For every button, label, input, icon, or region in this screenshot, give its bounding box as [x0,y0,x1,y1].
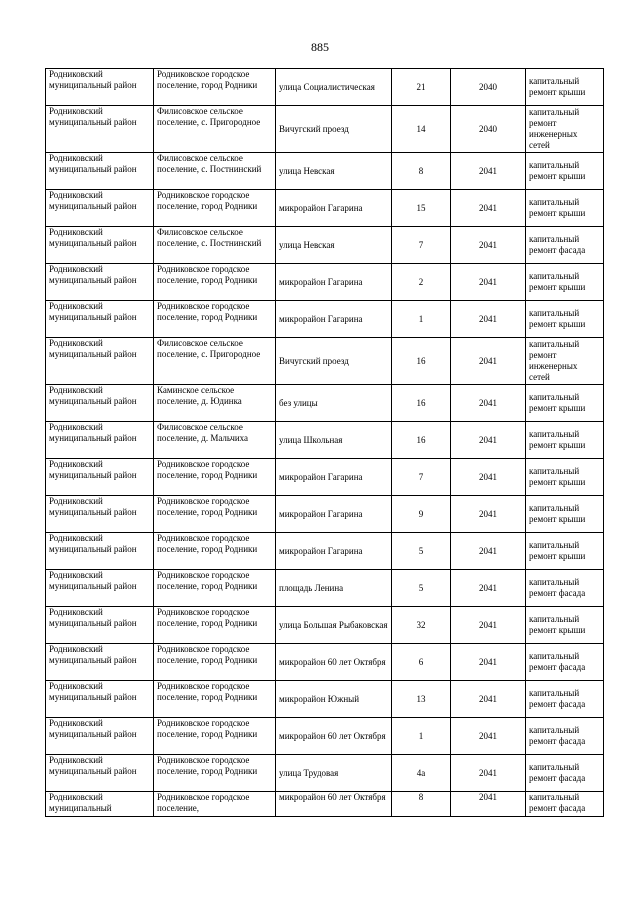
street-cell: улица Невская [276,227,392,264]
settlement-cell: Родниковское городское поселение, город Родники [154,755,276,792]
year-cell: 2041 [451,227,526,264]
district-cell: Родниковский муниципальный район [46,301,154,338]
work-type-cell: капитальный ремонт фасада [526,718,604,755]
district-cell: Родниковский муниципальный район [46,718,154,755]
house-number-cell: 8 [392,153,451,190]
table-row [46,570,604,607]
street-cell: микрорайон 60 лет Октября [276,792,392,817]
settlement-cell: Родниковское городское поселение, город Родники [154,264,276,301]
table-row [46,153,604,190]
year-cell: 2041 [451,533,526,570]
house-number-cell: 1 [392,718,451,755]
table-row [46,607,604,644]
district-cell: Родниковский муниципальный район [46,227,154,264]
work-type-cell: капитальный ремонт фасада [526,570,604,607]
settlement-cell: Филисовское сельское поселение, с. Постнинский [154,153,276,190]
table-row [46,301,604,338]
repair-schedule-table [45,68,604,817]
year-cell: 2041 [451,153,526,190]
table-row [46,644,604,681]
district-cell: Родниковский муниципальный район [46,385,154,422]
street-cell: улица Социалистическая [276,69,392,106]
street-cell: микрорайон Гагарина [276,459,392,496]
street-cell: без улицы [276,385,392,422]
house-number-cell: 15 [392,190,451,227]
year-cell: 2041 [451,190,526,227]
work-type-cell: капитальный ремонт крыши [526,301,604,338]
year-cell: 2041 [451,718,526,755]
table-row [46,792,604,817]
district-cell: Родниковский муниципальный район [46,681,154,718]
district-cell: Родниковский муниципальный [46,792,154,817]
house-number-cell: 4а [392,755,451,792]
district-cell: Родниковский муниципальный район [46,422,154,459]
street-cell: улица Невская [276,153,392,190]
work-type-cell: капитальный ремонт фасада [526,681,604,718]
work-type-cell: капитальный ремонт крыши [526,607,604,644]
page-number: 885 [311,40,329,54]
table-row [46,338,604,385]
street-cell: микрорайон 60 лет Октября [276,718,392,755]
house-number-cell: 16 [392,385,451,422]
year-cell: 2041 [451,496,526,533]
house-number-cell: 2 [392,264,451,301]
house-number-cell: 21 [392,69,451,106]
year-cell: 2041 [451,422,526,459]
street-cell: площадь Ленина [276,570,392,607]
district-cell: Родниковский муниципальный район [46,459,154,496]
street-cell: Вичугский проезд [276,338,392,385]
work-type-cell: капитальный ремонт крыши [526,153,604,190]
work-type-cell: капитальный ремонт крыши [526,496,604,533]
district-cell: Родниковский муниципальный район [46,570,154,607]
settlement-cell: Родниковское городское поселение, город Родники [154,533,276,570]
house-number-cell: 6 [392,644,451,681]
settlement-cell: Филисовское сельское поселение, д. Мальчиха [154,422,276,459]
settlement-cell: Родниковское городское поселение, город Родники [154,69,276,106]
work-type-cell: капитальный ремонт фасада [526,227,604,264]
work-type-cell: капитальный ремонт крыши [526,69,604,106]
house-number-cell: 8 [392,792,451,817]
work-type-cell: капитальный ремонт крыши [526,533,604,570]
street-cell: микрорайон Гагарина [276,190,392,227]
year-cell: 2041 [451,755,526,792]
settlement-cell: Родниковское городское поселение, город Родники [154,301,276,338]
year-cell: 2041 [451,607,526,644]
work-type-cell: капитальный ремонт фасада [526,755,604,792]
street-cell: микрорайон Гагарина [276,496,392,533]
table-row [46,422,604,459]
street-cell: улица Школьная [276,422,392,459]
year-cell: 2041 [451,792,526,817]
table-body [46,69,604,817]
year-cell: 2041 [451,264,526,301]
table-row [46,681,604,718]
house-number-cell: 32 [392,607,451,644]
district-cell: Родниковский муниципальный район [46,755,154,792]
street-cell: микрорайон 60 лет Октября [276,644,392,681]
table-row [46,385,604,422]
settlement-cell: Родниковское городское поселение, город Родники [154,681,276,718]
settlement-cell: Филисовское сельское поселение, с. Пригородное [154,338,276,385]
district-cell: Родниковский муниципальный район [46,106,154,153]
table-row [46,459,604,496]
table-row [46,755,604,792]
table-row [46,718,604,755]
table-row [46,190,604,227]
house-number-cell: 5 [392,570,451,607]
district-cell: Родниковский муниципальный район [46,644,154,681]
street-cell: Вичугский проезд [276,106,392,153]
work-type-cell: капитальный ремонт инженерных сетей [526,338,604,385]
table-row [46,533,604,570]
settlement-cell: Родниковское городское поселение, город Родники [154,570,276,607]
district-cell: Родниковский муниципальный район [46,338,154,385]
house-number-cell: 16 [392,422,451,459]
settlement-cell: Родниковское городское поселение, город Родники [154,496,276,533]
district-cell: Родниковский муниципальный район [46,69,154,106]
settlement-cell: Родниковское городское поселение, город Родники [154,607,276,644]
table-row [46,106,604,153]
settlement-cell: Каминское сельское поселение, д. Юдинка [154,385,276,422]
street-cell: микрорайон Южный [276,681,392,718]
house-number-cell: 14 [392,106,451,153]
work-type-cell: капитальный ремонт крыши [526,459,604,496]
settlement-cell: Родниковское городское поселение, [154,792,276,817]
house-number-cell: 5 [392,533,451,570]
settlement-cell: Филисовское сельское поселение, с. Постнинский [154,227,276,264]
street-cell: микрорайон Гагарина [276,264,392,301]
work-type-cell: капитальный ремонт инженерных сетей [526,106,604,153]
settlement-cell: Родниковское городское поселение, город Родники [154,459,276,496]
work-type-cell: капитальный ремонт фасада [526,644,604,681]
work-type-cell: капитальный ремонт крыши [526,422,604,459]
street-cell: улица Большая Рыбаковская [276,607,392,644]
table-row [46,227,604,264]
work-type-cell: капитальный ремонт крыши [526,385,604,422]
year-cell: 2041 [451,385,526,422]
settlement-cell: Филисовское сельское поселение, с. Пригородное [154,106,276,153]
street-cell: микрорайон Гагарина [276,533,392,570]
year-cell: 2041 [451,338,526,385]
table-row [46,264,604,301]
district-cell: Родниковский муниципальный район [46,264,154,301]
house-number-cell: 7 [392,459,451,496]
district-cell: Родниковский муниципальный район [46,533,154,570]
year-cell: 2040 [451,106,526,153]
year-cell: 2041 [451,301,526,338]
work-type-cell: капитальный ремонт крыши [526,190,604,227]
street-cell: улица Трудовая [276,755,392,792]
settlement-cell: Родниковское городское поселение, город Родники [154,718,276,755]
street-cell: микрорайон Гагарина [276,301,392,338]
settlement-cell: Родниковское городское поселение, город Родники [154,644,276,681]
year-cell: 2040 [451,69,526,106]
district-cell: Родниковский муниципальный район [46,190,154,227]
district-cell: Родниковский муниципальный район [46,496,154,533]
district-cell: Родниковский муниципальный район [46,607,154,644]
house-number-cell: 1 [392,301,451,338]
year-cell: 2041 [451,681,526,718]
year-cell: 2041 [451,570,526,607]
table-row [46,496,604,533]
work-type-cell: капитальный ремонт крыши [526,264,604,301]
year-cell: 2041 [451,459,526,496]
house-number-cell: 16 [392,338,451,385]
district-cell: Родниковский муниципальный район [46,153,154,190]
house-number-cell: 7 [392,227,451,264]
table-row [46,69,604,106]
house-number-cell: 13 [392,681,451,718]
year-cell: 2041 [451,644,526,681]
work-type-cell: капитальный ремонт фасада [526,792,604,817]
house-number-cell: 9 [392,496,451,533]
settlement-cell: Родниковское городское поселение, город Родники [154,190,276,227]
